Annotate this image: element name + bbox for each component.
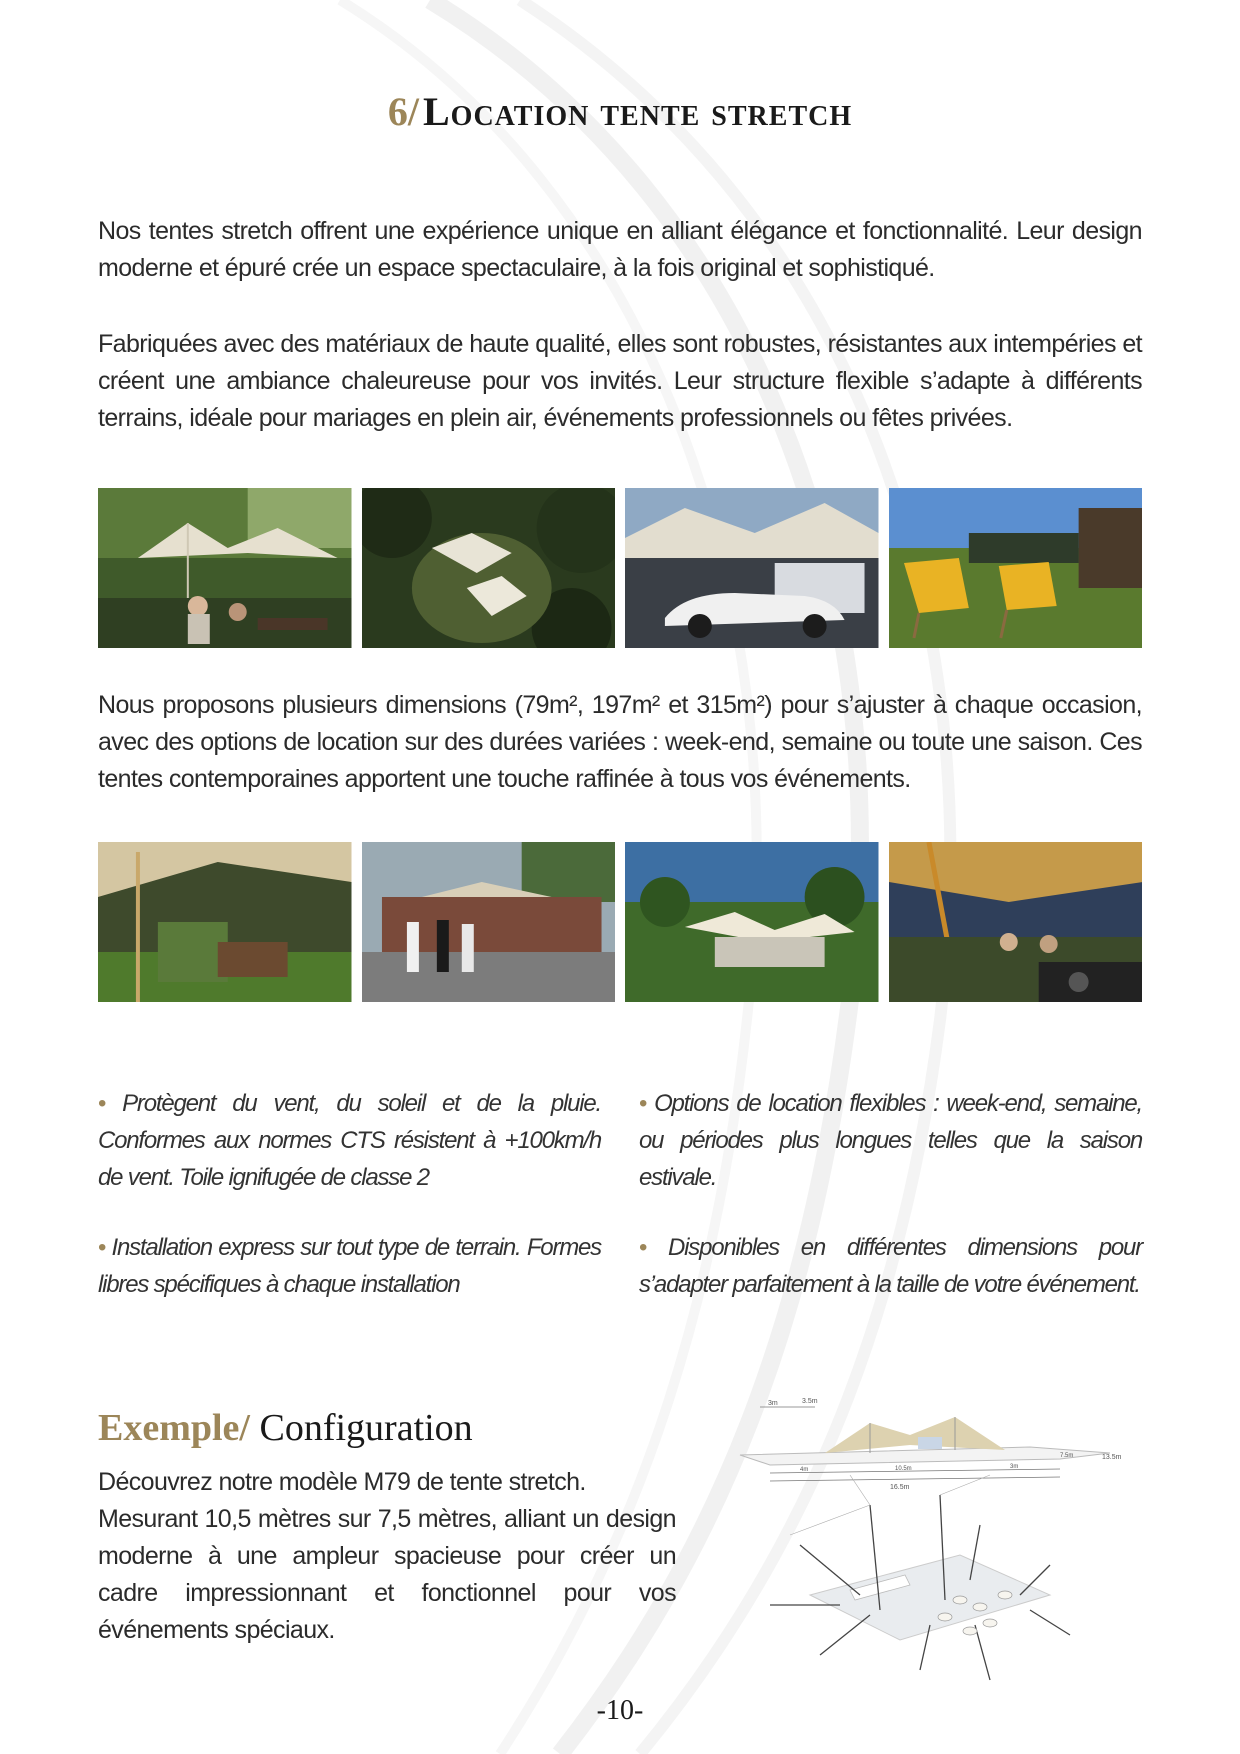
bullet-marker: • xyxy=(639,1090,647,1117)
bullet-marker: • xyxy=(98,1090,106,1117)
tent-configuration-diagram xyxy=(730,1395,1140,1685)
bullet-express-installation-text: Installation express sur tout type de terrain. Formes libres spécifiques à chaque installation xyxy=(98,1234,601,1298)
bullet-marker: • xyxy=(639,1234,647,1261)
diagram-dim-10-5m: 10.5m xyxy=(895,1466,912,1472)
photo-garden-party xyxy=(98,488,352,648)
bullet-express-installation xyxy=(98,1229,601,1303)
diagram-dim-16-5m: 16.5m xyxy=(890,1484,910,1491)
diagram-dim-7-5m: 7.5m xyxy=(1060,1453,1074,1459)
diagram-dim-4m: 4m xyxy=(800,1467,809,1473)
example-label: Exemple/ xyxy=(98,1407,250,1449)
bullet-protection xyxy=(98,1085,601,1196)
example-title: Configuration xyxy=(259,1407,473,1449)
page-number: -10- xyxy=(596,1695,644,1726)
photo-row-1 xyxy=(98,488,1142,648)
photo-tent-with-car xyxy=(625,488,879,648)
diagram-dim-13-5m: 13.5m xyxy=(1102,1454,1122,1461)
bullet-marker: • xyxy=(98,1234,106,1261)
example-line-1: Découvrez notre modèle M79 de tente stretch. xyxy=(98,1468,586,1496)
section-number: 6/ xyxy=(387,89,419,134)
photo-festival-bar xyxy=(362,842,616,1002)
photo-deck-chairs xyxy=(889,488,1143,648)
example-heading xyxy=(98,1406,473,1450)
photo-park-installation xyxy=(625,842,879,1002)
intro-paragraph-2: Fabriquées avec des matériaux de haute qualité, elles sont robustes, résistantes aux intempéries et créent une ambiance chaleureuse pour vos invités. Leur structure flexible s’adapte à différents terrains, idéale pour mariages en plein air, événements professionnels ou fêtes privées. xyxy=(98,330,1142,432)
bullet-protection-text: Protègent du vent, du soleil et de la pluie. Conformes aux normes CTS résistent à +100km/h de vent. Toile ignifugée de classe 2 xyxy=(98,1090,602,1191)
bullet-dimensions xyxy=(639,1229,1142,1303)
diagram-dim-3m-b: 3m xyxy=(1010,1464,1019,1470)
example-description xyxy=(98,1464,676,1649)
bullet-flexible-rental-text: Options de location flexibles : week-end, semaine, ou périodes plus longues telles que la saison estivale. xyxy=(639,1090,1142,1191)
diagram-dim-3-5m: 3.5m xyxy=(802,1398,818,1405)
intro-paragraph-3: Nous proposons plusieurs dimensions (79m², 197m² et 315m²) pour s’ajuster à chaque occasion, avec des options de location sur des durées variées : week-end, semaine ou toute une saison. Ces tentes contemporaines apportent une touche raffinée à tous vos événements. xyxy=(98,691,1142,793)
section-title: Location tente stretch xyxy=(422,89,853,134)
bullet-dimensions-text: Disponibles en différentes dimensions pour s’adapter parfaitement à la taille de votre événement. xyxy=(639,1234,1142,1298)
bullet-flexible-rental xyxy=(639,1085,1142,1196)
photo-dj-evening xyxy=(889,842,1143,1002)
photo-row-2 xyxy=(98,842,1142,1002)
photo-aerial-tents xyxy=(362,488,616,648)
page-title xyxy=(0,88,1240,135)
photo-lounge-under-tent xyxy=(98,842,352,1002)
intro-paragraph-1: Nos tentes stretch offrent une expérience unique en alliant élégance et fonctionnalité. Leur design moderne et épuré crée un espace spectaculaire, à la fois original et sophistiqué. xyxy=(98,217,1142,282)
example-line-2: Mesurant 10,5 mètres sur 7,5 mètres, alliant un design moderne à une ampleur spacieuse pour créer un cadre impressionnant et fonctionnel pour vos événements spéciaux. xyxy=(98,1505,676,1644)
diagram-dim-3m: 3m xyxy=(768,1400,778,1407)
